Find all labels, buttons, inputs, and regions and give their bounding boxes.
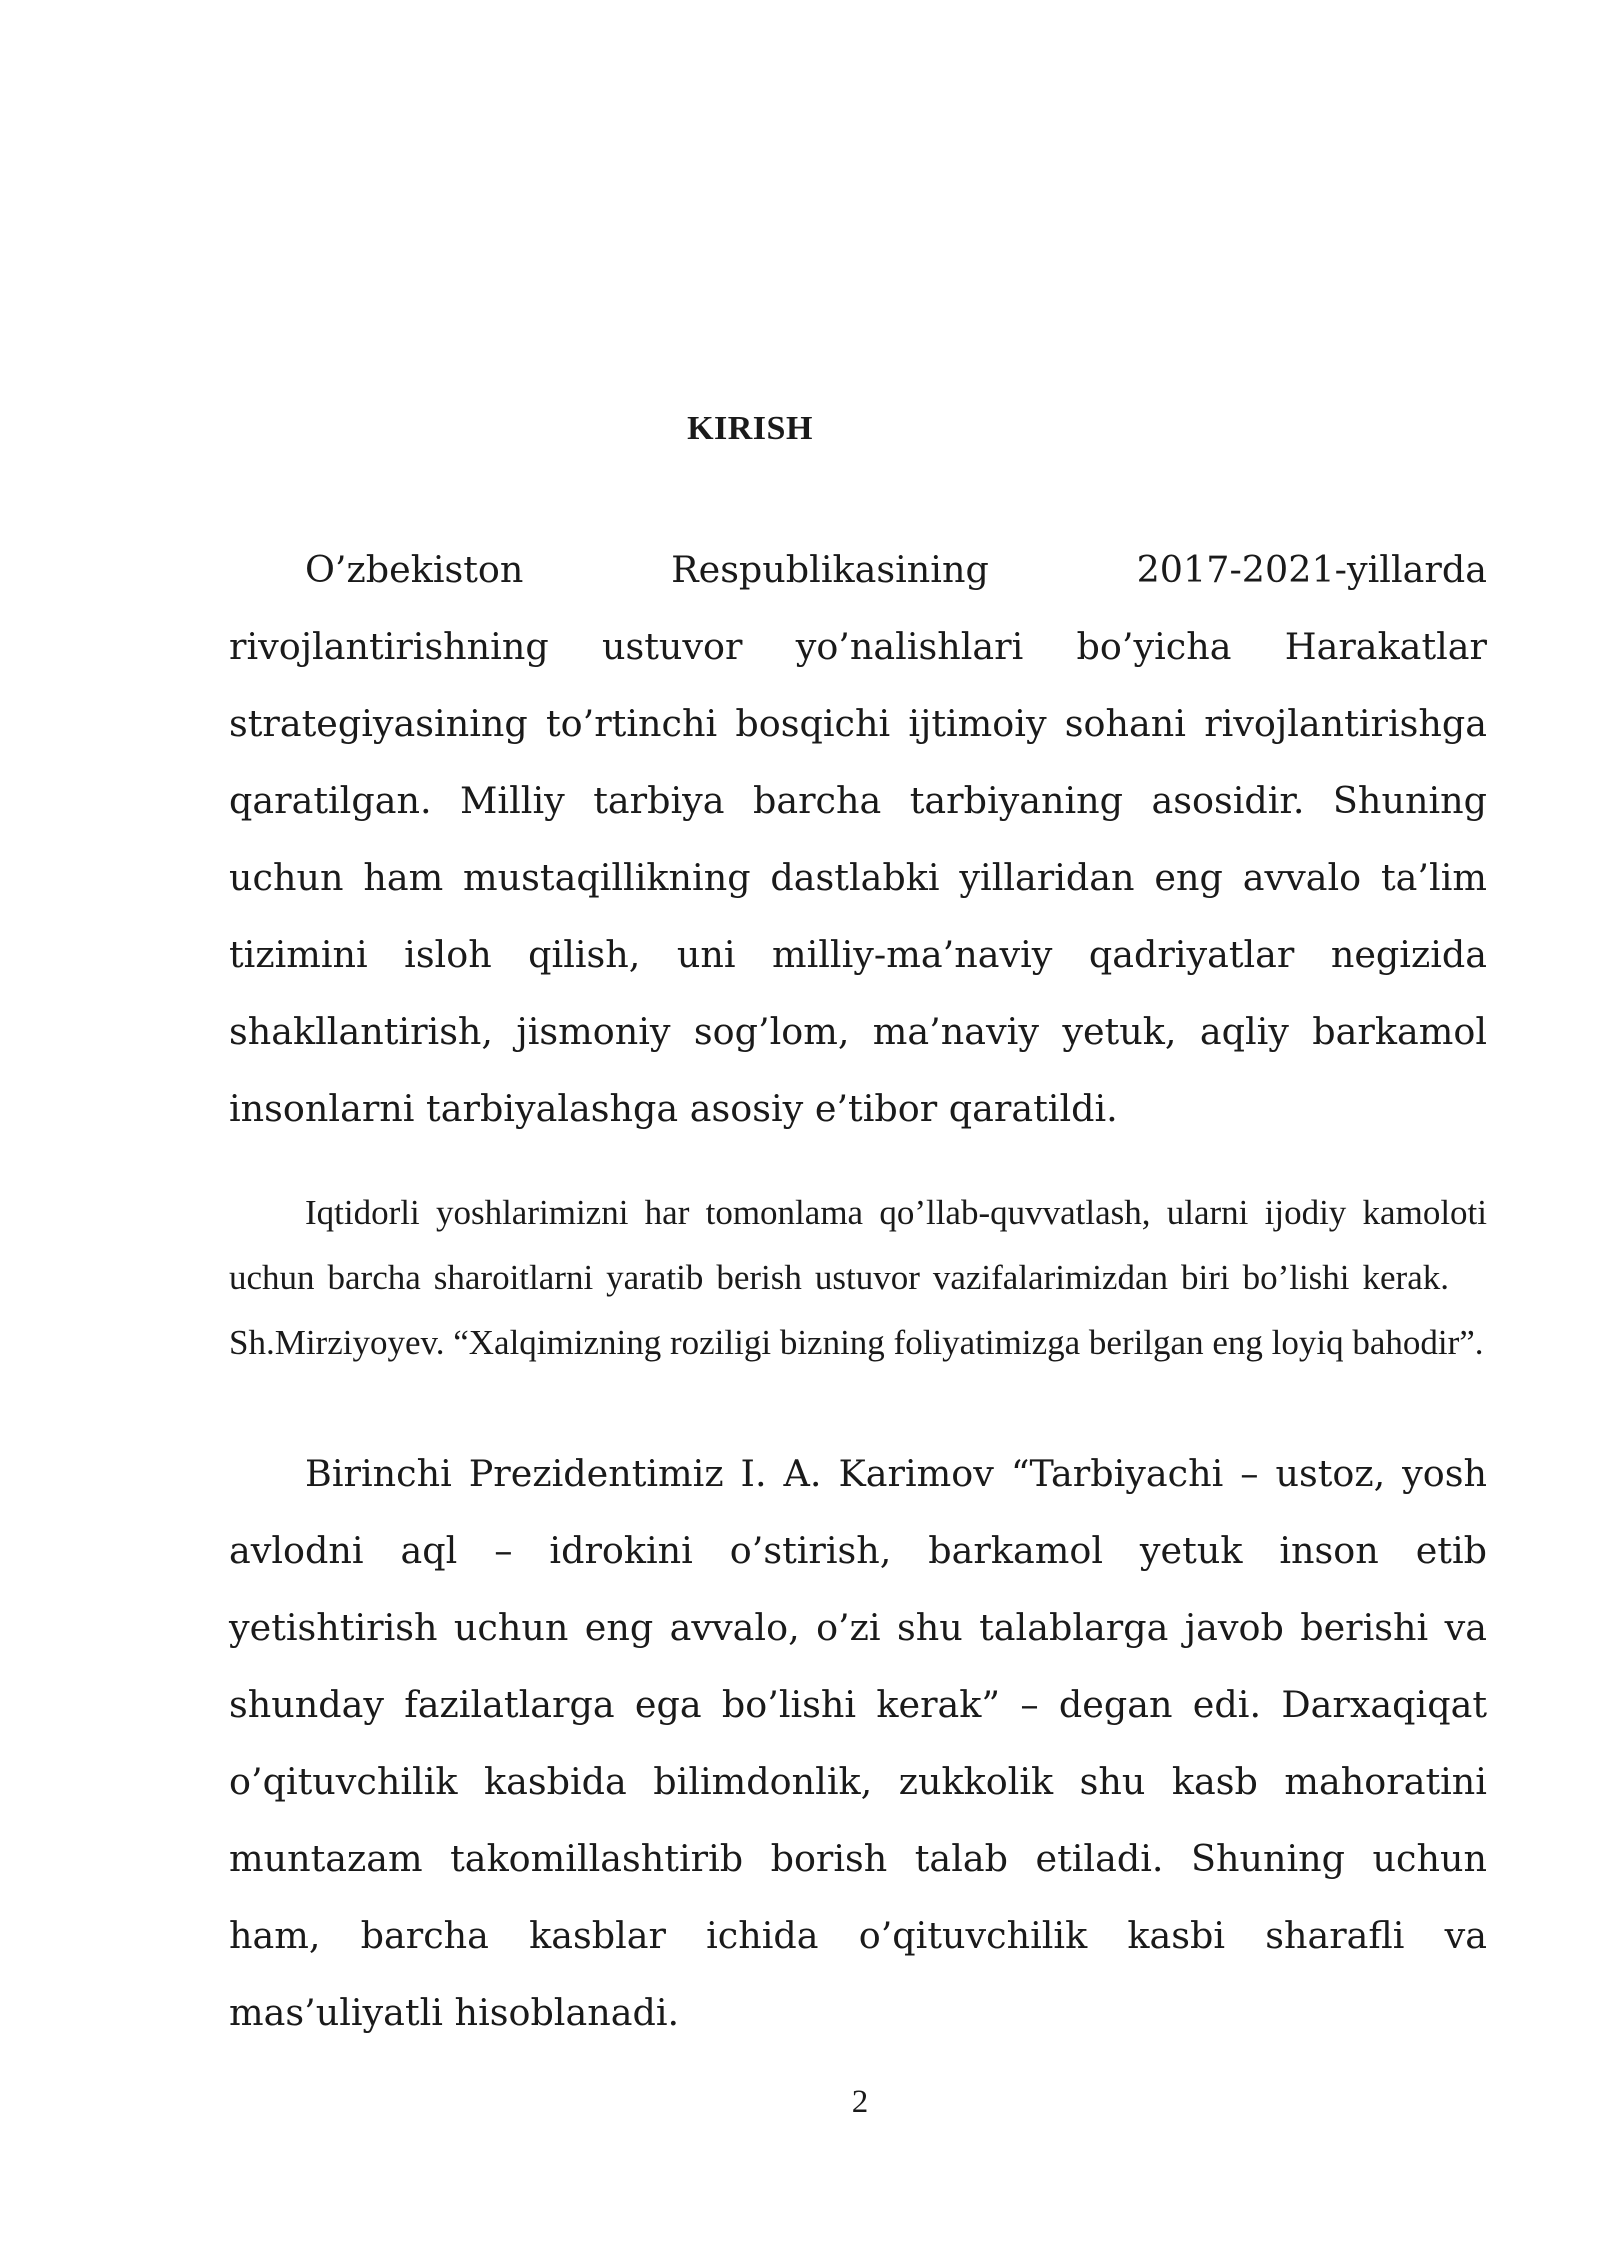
epigraph-quote	[229, 1180, 1487, 1375]
page-number: 2	[851, 2084, 869, 2120]
karimov-paragraph: Birinchi Prezidentimiz I. A. Karimov “Tarbiyachi – ustoz, yosh avlodni aql – idrokini o’stirish, barkamol yetuk inson etib yetishtirish uchun eng avvalo, o’zi shu talablarga javob berishi va shunday fazilatlarga ega bo’lishi kerak” – degan edi. Darxaqiqat o’qituvchilik kasbida bilimdonlik, zukkolik shu kasb mahoratini muntazam takomillashtirib borish talab etiladi. Shuning uchun ham, barcha kasblar ichida o’qituvchilik kasbi sharafli va mas’uliyatli hisoblanadi.	[229, 1452, 1487, 2034]
section-heading: KIRISH	[687, 410, 813, 447]
quote-source: Sh.Mirziyoyev. “Xalqimizning roziligi bizning foliyatimizga berilgan eng loyiq bahodir”.	[229, 1323, 1484, 1362]
quote-text: Iqtidorli yoshlarimizni har tomonlama qo’llab-quvvatlash, ularni ijodiy kamoloti uchun barcha sharoitlarni yaratib berish ustuvor vazifalarimizdan biri bo’lishi kerak.	[229, 1193, 1487, 1297]
intro-paragraph: O’zbekiston Respublikasining 2017-2021-yillarda rivojlantirishning ustuvor yo’nalishlari bo’yicha Harakatlar strategiyasining to’rtinchi bosqichi ijtimoiy sohani rivojlantirishga qaratilgan. Milliy tarbiya barcha tarbiyaning asosidir. Shuning uchun ham mustaqillikning dastlabki yillaridan eng avvalo ta’lim tizimini isloh qilish, uni milliy-ma’naviy qadriyatlar negizida shakllantirish, jismoniy sog’lom, ma’naviy yetuk, aqliy barkamol insonlarni tarbiyalashga asosiy e’tibor qaratildi.	[229, 548, 1487, 1130]
